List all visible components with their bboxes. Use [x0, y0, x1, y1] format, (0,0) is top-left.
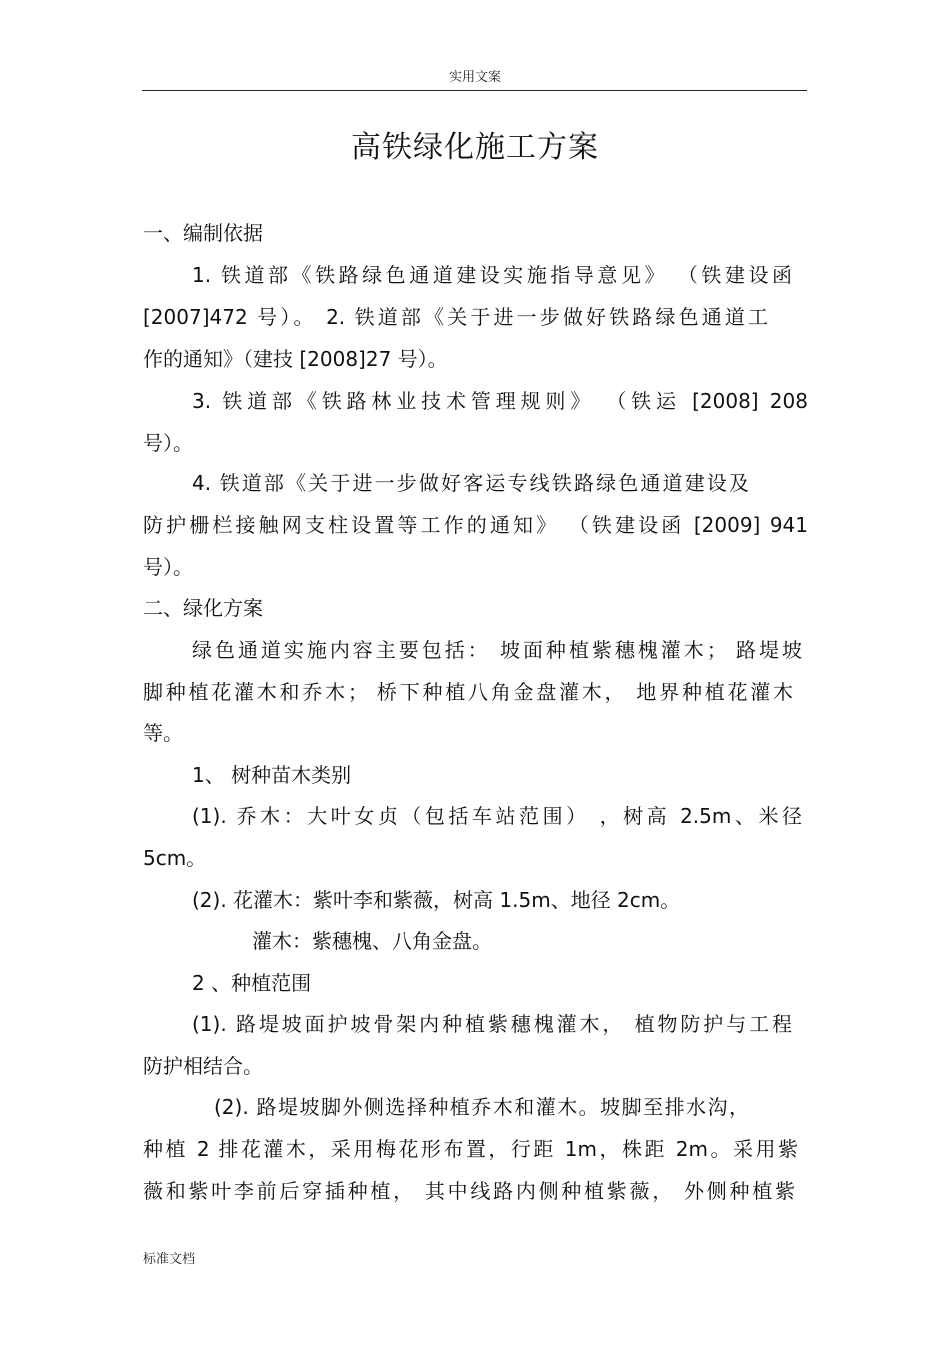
paragraph-line: 防护相结合。	[143, 1054, 263, 1078]
paragraph-line: 4. 铁道部《关于进一步做好客运专线铁路绿色通道建设及	[192, 471, 749, 495]
section-heading-basis: 一、编制依据	[143, 221, 263, 245]
paragraph-line: (2). 花灌木：紫叶李和紫薇，树高 1.5m、地径 2cm。	[192, 888, 681, 912]
page-header: 实用文案	[448, 70, 501, 85]
paragraph-line: (1). 乔木：大叶女贞（包括车站范围） ，树高 2.5m、米径	[192, 804, 802, 828]
subheading-range: 2 、种植范围	[192, 971, 312, 995]
paragraph-line: 种植 2 排花灌木，采用梅花形布置，行距 1m，株距 2m。采用紫	[143, 1137, 798, 1161]
paragraph-line: 1. 铁道部《铁路绿色通道建设实施指导意见》 （铁建设函	[192, 263, 792, 287]
header-rule	[142, 90, 807, 91]
paragraph-line: 5cm。	[143, 846, 207, 870]
paragraph-line: [2007]472 号）。 2. 铁道部《关于进一步做好铁路绿色通道工	[143, 305, 768, 329]
paragraph-line: (1). 路堤坡面护坡骨架内种植紫穗槐灌木， 植物防护与工程	[192, 1012, 792, 1036]
page-footer: 标准文档	[143, 1252, 196, 1267]
paragraph-line: 脚种植花灌木和乔木； 桥下种植八角金盘灌木， 地界种植花灌木	[143, 680, 793, 704]
paragraph-line: 3. 铁道部《铁路林业技术管理规则》 （铁运 [2008] 208	[192, 389, 808, 413]
paragraph-line: 防护栅栏接触网支柱设置等工作的通知》 （铁建设函 [2009] 941	[143, 513, 808, 537]
paragraph-line: 号）。	[143, 431, 193, 455]
paragraph-line: 号）。	[143, 555, 193, 579]
paragraph-line: 灌木：紫穗槐、八角金盘。	[252, 929, 492, 953]
section-heading-greening: 二、绿化方案	[143, 596, 263, 620]
subheading-species: 1、 树种苗木类别	[192, 763, 352, 787]
paragraph-line: 绿色通道实施内容主要包括： 坡面种植紫穗槐灌木； 路堤坡	[192, 638, 802, 662]
paragraph-line: 作的通知》（建技 [2008]27 号）。	[143, 347, 448, 371]
document-title: 高铁绿化施工方案	[351, 130, 599, 165]
paragraph-line: 薇和紫叶李前后穿插种植， 其中线路内侧种植紫薇， 外侧种植紫	[143, 1179, 795, 1203]
paragraph-line: (2). 路堤坡脚外侧选择种植乔木和灌木。坡脚至排水沟，	[214, 1095, 749, 1119]
paragraph-line: 等。	[143, 721, 183, 745]
